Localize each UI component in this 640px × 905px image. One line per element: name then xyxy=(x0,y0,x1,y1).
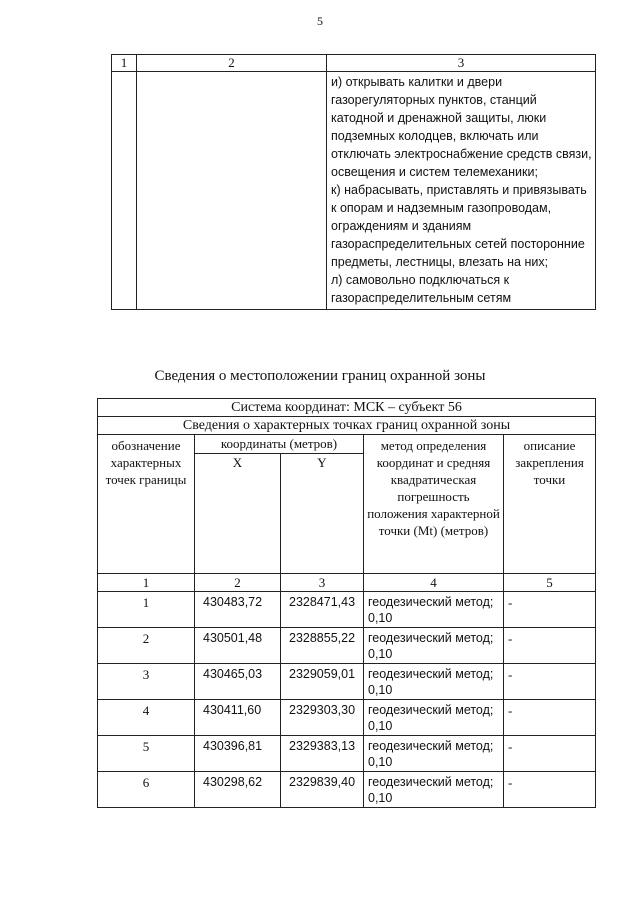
coordinates-table xyxy=(97,398,596,808)
coordinate-system-row xyxy=(98,399,596,417)
column-numbers-row xyxy=(98,574,596,592)
column-number-1: 1 xyxy=(112,55,137,72)
header-method: метод определения координат и средняя квадратическая погрешность положения характерной точки (Mt) (метров) xyxy=(364,435,504,574)
continuation-table xyxy=(111,54,596,310)
method-value: геодезический метод; 0,10 xyxy=(364,592,504,628)
table-row xyxy=(98,592,596,628)
continuation-col1-cell xyxy=(112,72,137,310)
x-value: 430298,62 xyxy=(195,772,281,808)
description-value: - xyxy=(504,664,596,700)
description-value: - xyxy=(504,772,596,808)
method-value: геодезический метод; 0,10 xyxy=(364,664,504,700)
y-value: 2328471,43 xyxy=(281,592,364,628)
section-title: Сведения о местоположении границ охранной зоны xyxy=(154,368,486,384)
table-subtitle-cell: Сведения о характерных точках границ охранной зоны xyxy=(98,417,596,435)
header-coordinates: координаты (метров) xyxy=(195,435,364,454)
table-row xyxy=(98,628,596,664)
prohibition-item-l: л) самовольно подключаться к газораспределительным сетям xyxy=(331,273,512,305)
y-value: 2328855,22 xyxy=(281,628,364,664)
method-value: геодезический метод; 0,10 xyxy=(364,736,504,772)
table-row xyxy=(98,664,596,700)
column-number-2: 2 xyxy=(137,55,327,72)
point-number: 4 xyxy=(98,700,195,736)
continuation-col2-cell xyxy=(137,72,327,310)
continuation-table-header-row xyxy=(112,55,596,72)
prohibition-item-k: к) набрасывать, приставлять и привязывать к опорам и надземным газопроводам, ограждениям и зданиям газораспределительных сетей посторонние предметы, лестницы, влезать на них; xyxy=(331,183,587,269)
x-value: 430483,72 xyxy=(195,592,281,628)
header-row xyxy=(98,435,596,454)
method-value: геодезический метод; 0,10 xyxy=(364,700,504,736)
point-number: 2 xyxy=(98,628,195,664)
method-value: геодезический метод; 0,10 xyxy=(364,772,504,808)
continuation-col3-cell xyxy=(327,72,596,310)
column-number: 3 xyxy=(281,574,364,592)
y-value: 2329059,01 xyxy=(281,664,364,700)
description-value: - xyxy=(504,628,596,664)
point-number: 5 xyxy=(98,736,195,772)
header-y: Y xyxy=(281,454,364,574)
table-row xyxy=(98,736,596,772)
table-subtitle-row xyxy=(98,417,596,435)
coordinate-system-cell: Система координат: МСК – субъект 56 xyxy=(98,399,596,417)
column-number-3: 3 xyxy=(327,55,596,72)
x-value: 430411,60 xyxy=(195,700,281,736)
y-value: 2329303,30 xyxy=(281,700,364,736)
x-value: 430465,03 xyxy=(195,664,281,700)
column-number: 4 xyxy=(364,574,504,592)
description-value: - xyxy=(504,592,596,628)
page-number: 5 xyxy=(317,14,323,28)
y-value: 2329383,13 xyxy=(281,736,364,772)
prohibition-item-i: и) открывать калитки и двери газорегуляторных пунктов, станций катодной и дренажной защиты, люки подземных колодцев, включать или отключать электроснабжение средств связи, освещения и систем телемеханики; xyxy=(331,75,592,179)
column-number: 2 xyxy=(195,574,281,592)
x-value: 430501,48 xyxy=(195,628,281,664)
header-description: описание закрепления точки xyxy=(504,435,596,574)
table-row xyxy=(98,772,596,808)
point-number: 3 xyxy=(98,664,195,700)
point-number: 1 xyxy=(98,592,195,628)
point-number: 6 xyxy=(98,772,195,808)
description-value: - xyxy=(504,700,596,736)
continuation-table-body-row xyxy=(112,72,596,310)
column-number: 5 xyxy=(504,574,596,592)
column-number: 1 xyxy=(98,574,195,592)
method-value: геодезический метод; 0,10 xyxy=(364,628,504,664)
y-value: 2329839,40 xyxy=(281,772,364,808)
x-value: 430396,81 xyxy=(195,736,281,772)
header-designation: обозначение характерных точек границы xyxy=(98,435,195,574)
table-row xyxy=(98,700,596,736)
header-x: X xyxy=(195,454,281,574)
description-value: - xyxy=(504,736,596,772)
